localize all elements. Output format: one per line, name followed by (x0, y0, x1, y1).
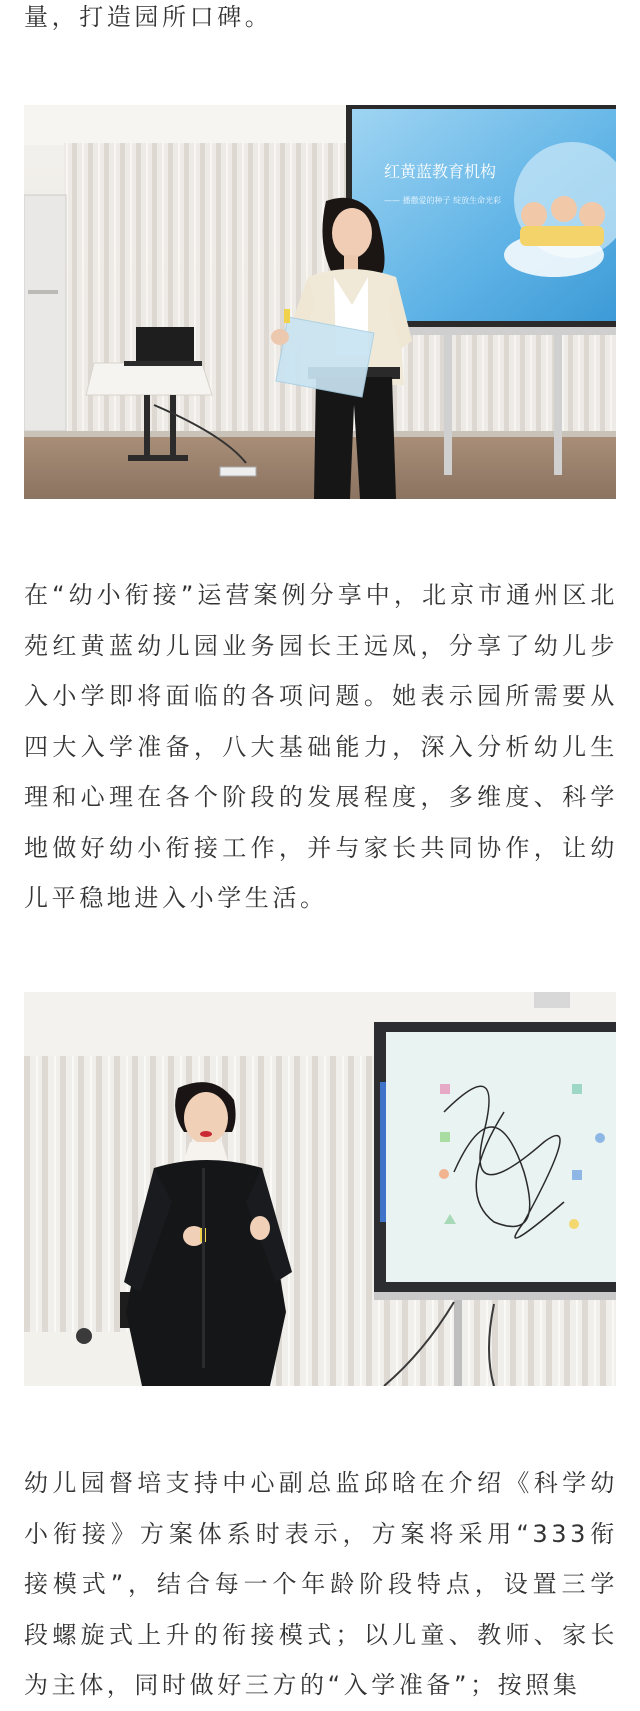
slide-title: 红黄蓝教育机构 (384, 162, 497, 181)
article-paragraph-2: 在“幼小衔接”运营案例分享中，北京市通州区北苑红黄蓝幼儿园业务园长王远凤，分享了幼儿步入小学即将面临的各项问题。她表示园所需要从四大入学准备，八大基础能力，深入分析幼儿生理和心理在各个阶段的发展程度，多维度、科学地做好幼小衔接工作，并与家长共同协作，让幼儿平稳地进入小学生活。 (24, 581, 618, 912)
slide-subtitle: —— 播撒爱的种子 绽放生命光彩 (384, 196, 502, 205)
article-photo-speaker-2 (24, 992, 616, 1386)
photo-1-illustration (24, 105, 616, 499)
article-photo-speaker-1 (24, 105, 616, 499)
photo-2-illustration (24, 992, 616, 1386)
article-paragraph-top: 量，打造园所口碑。 (24, 3, 273, 31)
article-paragraph-3: 幼儿园督培支持中心副总监邱晗在介绍《科学幼小衔接》方案体系时表示，方案将采用“333衔接模式”，结合每一个年龄阶段特点，设置三学段螺旋式上升的衔接模式；以儿童、教师、家长为主体，同时做好三方的“入学准备”；按照集 (24, 1469, 618, 1699)
